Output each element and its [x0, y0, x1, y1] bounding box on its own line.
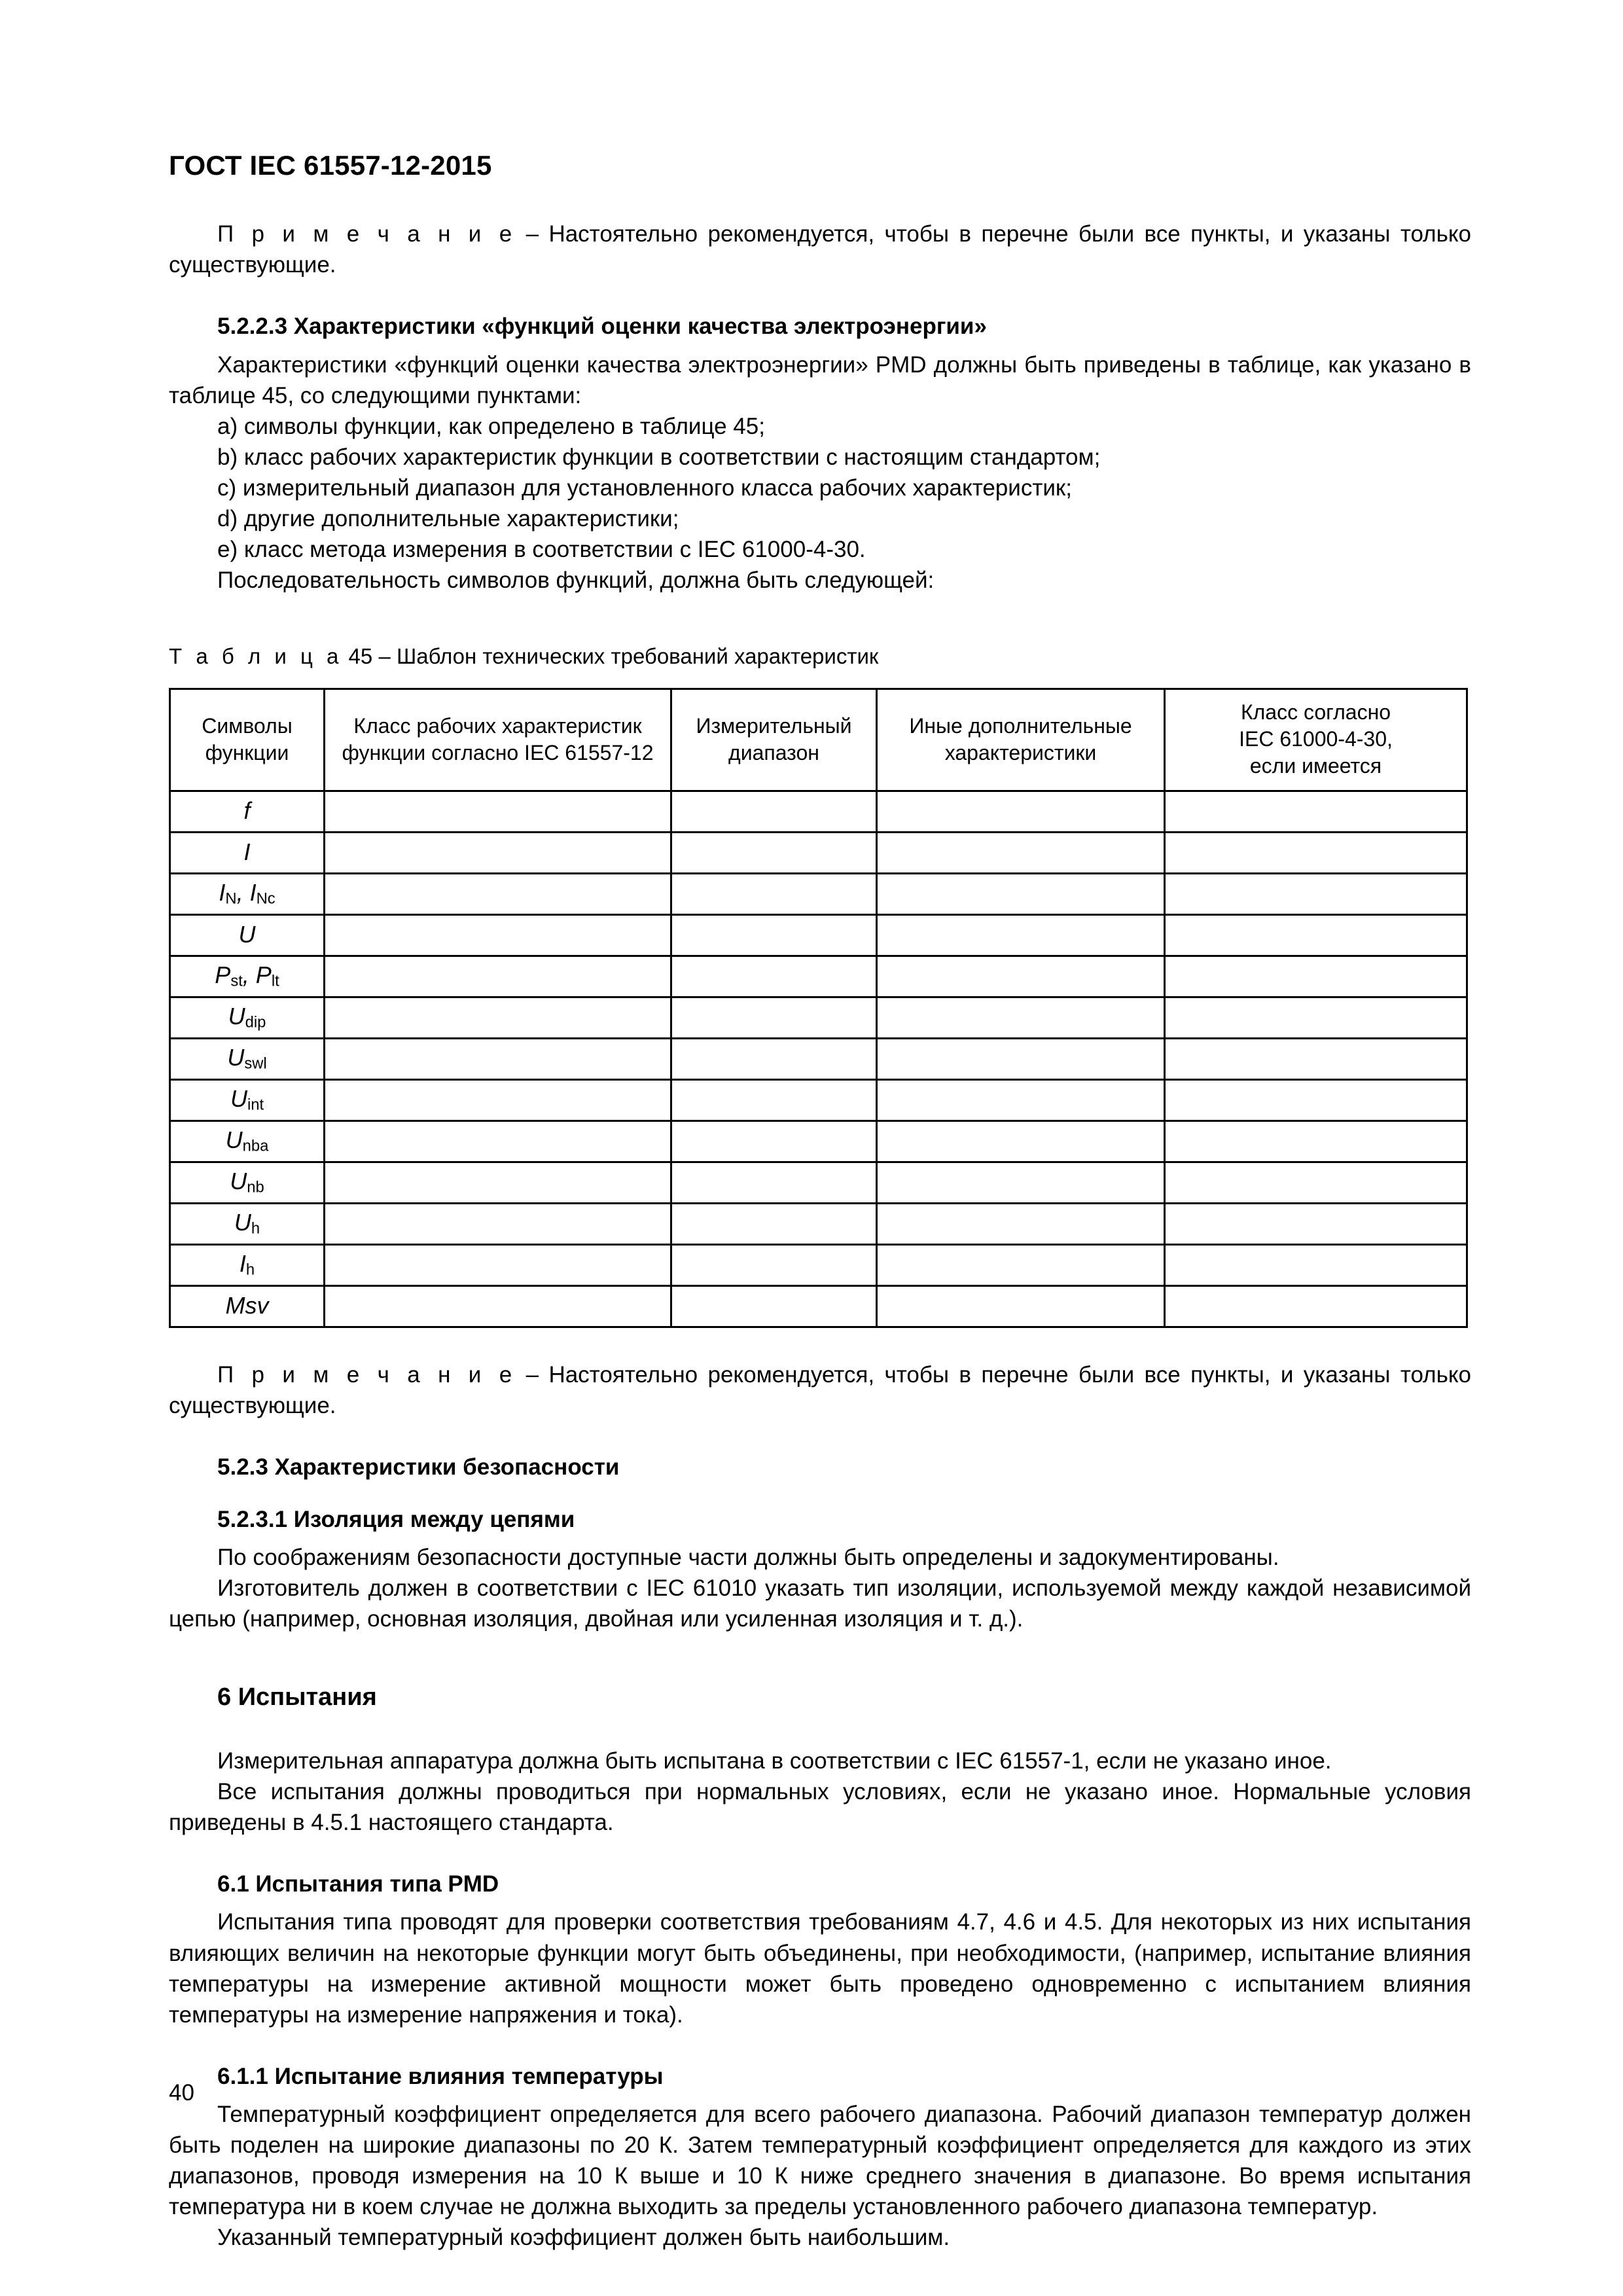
function-symbol-cell: $U_{int}$	[170, 1080, 325, 1121]
table-row	[170, 1162, 1467, 1204]
function-symbol-cell: $U_{swl}$	[170, 1039, 325, 1080]
function-symbol-cell: $U_{nb}$	[170, 1162, 325, 1204]
note-top-dash: –	[526, 221, 539, 247]
column-header-iec-class-line1: Класс согласно	[1240, 700, 1391, 725]
table-empty-cell[interactable]	[671, 1162, 877, 1204]
table-row	[170, 915, 1467, 956]
table-empty-cell[interactable]	[671, 956, 877, 997]
table-row	[170, 1121, 1467, 1162]
note-top-text: Настоятельно рекомендуется, чтобы в перечне были все пункты, и указаны только существующие.	[169, 221, 1471, 278]
list-item-d: d) другие дополнительные характеристики;	[217, 506, 679, 532]
table-empty-cell[interactable]	[671, 1245, 877, 1286]
table-row	[170, 1039, 1467, 1080]
table-empty-cell[interactable]	[325, 1080, 671, 1121]
table-empty-cell[interactable]	[325, 1162, 671, 1204]
column-header-measuring-range-line1: Измерительный	[696, 713, 852, 738]
table-empty-cell[interactable]	[877, 915, 1165, 956]
table-empty-cell[interactable]	[325, 1245, 671, 1286]
table-empty-cell[interactable]	[877, 1286, 1165, 1327]
page-number: 40	[169, 2080, 194, 2106]
paragraph-5-2-2-3-intro: Характеристики «функций оценки качества электроэнергии» PMD должны быть приведены в таблице, как указано в таблице 45, со следующими пунктами:	[169, 351, 1471, 408]
column-header-performance-class-line2: функции согласно IEC 61557-12	[342, 740, 654, 764]
table-empty-cell[interactable]	[877, 1162, 1165, 1204]
page-content	[169, 151, 1471, 2253]
table-empty-cell[interactable]	[877, 791, 1165, 833]
table-empty-cell[interactable]	[325, 1204, 671, 1245]
column-header-other-characteristics-line1: Иные дополнительные	[909, 713, 1132, 738]
paragraph-6-1-1-2: Указанный температурный коэффициент должен быть наибольшим.	[217, 2225, 950, 2251]
table-caption-number: 45	[348, 644, 373, 669]
list-item-c: c) измерительный диапазон для установленного класса рабочих характеристик;	[217, 475, 1072, 501]
table-row	[170, 1204, 1467, 1245]
function-symbol-cell: U	[170, 915, 325, 956]
table-empty-cell[interactable]	[671, 1204, 877, 1245]
function-symbol-cell: $U_{dip}$	[170, 997, 325, 1039]
table-45-body	[170, 791, 1467, 1327]
table-empty-cell[interactable]	[671, 874, 877, 915]
table-empty-cell[interactable]	[671, 1080, 877, 1121]
column-header-measuring-range	[671, 689, 877, 791]
table-empty-cell[interactable]	[325, 791, 671, 833]
column-header-iec-class	[1165, 689, 1467, 791]
table-empty-cell[interactable]	[671, 1121, 877, 1162]
table-row	[170, 956, 1467, 997]
column-header-symbols	[170, 689, 325, 791]
heading-6-1-1: 6.1.1 Испытание влияния температуры	[217, 2063, 664, 2089]
paragraph-6-1: Измерительная аппаратура должна быть испытана в соответствии с IEC 61557-1, если не указано иное.	[217, 1748, 1332, 1774]
table-empty-cell[interactable]	[325, 874, 671, 915]
table-empty-cell[interactable]	[325, 1039, 671, 1080]
heading-5-2-3-1: 5.2.3.1 Изоляция между цепями	[217, 1506, 575, 1532]
list-item-e: e) класс метода измерения в соответствии с IEC 61000-4-30.	[217, 537, 866, 563]
heading-5-2-3: 5.2.3 Характеристики безопасности	[217, 1454, 620, 1480]
table-caption-dash: –	[378, 644, 391, 669]
function-symbol-cell: $I_N$, $I_{Nc}$	[170, 874, 325, 915]
heading-5-2-2-3: 5.2.2.3 Характеристики «функций оценки качества электроэнергии»	[217, 314, 987, 340]
table-empty-cell[interactable]	[1165, 1286, 1467, 1327]
function-symbol-cell: f	[170, 791, 325, 833]
function-symbol-cell: $U_h$	[170, 1204, 325, 1245]
column-header-performance-class	[325, 689, 671, 791]
table-empty-cell[interactable]	[1165, 915, 1467, 956]
function-symbol-cell: $I_h$	[170, 1245, 325, 1286]
table-empty-cell[interactable]	[1165, 1039, 1467, 1080]
list-item-a: a) символы функции, как определено в таблице 45;	[217, 413, 765, 439]
column-header-other-characteristics-line2: характеристики	[944, 740, 1097, 764]
document-header: ГОСТ IEC 61557-12-2015	[169, 150, 492, 181]
table-empty-cell[interactable]	[325, 1121, 671, 1162]
table-empty-cell[interactable]	[671, 1286, 877, 1327]
table-row	[170, 1286, 1467, 1327]
note-top	[169, 219, 1471, 280]
table-caption-title: Шаблон технических требований характеристик	[396, 644, 879, 669]
table-empty-cell[interactable]	[325, 956, 671, 997]
paragraph-6-1-1-1: Температурный коэффициент определяется для всего рабочего диапазона. Рабочий диапазон температур должен быть поделен на широкие диапазоны по 20 К. Затем температурный коэффициент определяется для каждого из этих диапазонов, проводя измерения на 10 К выше и 10 К ниже среднего значения в диапазоне. Во время испытания температура ни в коем случае не должна выходить за пределы установленного рабочего диапазона температур.	[169, 2102, 1471, 2220]
table-empty-cell[interactable]	[1165, 1162, 1467, 1204]
list-item-b: b) класс рабочих характеристик функции в соответствии с настоящим стандартом;	[217, 444, 1101, 470]
column-header-iec-class-line2: IEC 61000-4-30,	[1239, 727, 1393, 751]
table-45	[169, 688, 1468, 1328]
heading-6-1: 6.1 Испытания типа PMD	[217, 1871, 499, 1897]
table-row	[170, 1080, 1467, 1121]
note-top-label: П р и м е ч а н и е	[217, 221, 516, 247]
function-symbol-cell: $U_{nba}$	[170, 1121, 325, 1162]
table-empty-cell[interactable]	[325, 1286, 671, 1327]
table-45-caption	[169, 643, 1471, 671]
table-empty-cell[interactable]	[877, 997, 1165, 1039]
table-header-row	[170, 689, 1467, 791]
note-bottom-label: П р и м е ч а н и е	[217, 1362, 516, 1388]
table-empty-cell[interactable]	[1165, 1080, 1467, 1121]
table-empty-cell[interactable]	[877, 1245, 1165, 1286]
note-bottom	[169, 1359, 1471, 1421]
table-empty-cell[interactable]	[1165, 997, 1467, 1039]
column-header-symbols-line1: Символы	[202, 713, 293, 738]
table-empty-cell[interactable]	[877, 1121, 1165, 1162]
table-row	[170, 1245, 1467, 1286]
note-bottom-dash: –	[526, 1362, 539, 1388]
table-empty-cell[interactable]	[671, 791, 877, 833]
table-empty-cell[interactable]	[671, 915, 877, 956]
table-empty-cell[interactable]	[877, 1039, 1165, 1080]
table-row	[170, 874, 1467, 915]
table-empty-cell[interactable]	[1165, 874, 1467, 915]
column-header-other-characteristics	[877, 689, 1165, 791]
table-empty-cell[interactable]	[1165, 833, 1467, 874]
table-empty-cell[interactable]	[1165, 791, 1467, 833]
table-empty-cell[interactable]	[325, 833, 671, 874]
table-empty-cell[interactable]	[1165, 1121, 1467, 1162]
table-empty-cell[interactable]	[325, 915, 671, 956]
paragraph-6-1-body: Испытания типа проводят для проверки соответствия требованиям 4.7, 4.6 и 4.5. Для некоторых из них испытания влияющих величин на некоторые функции могут быть объединены, при необходимости, (например, испытание влияния температуры на измерение активной мощности может быть проведено одновременно с испытанием влияния температуры на измерение напряжения и тока).	[169, 1909, 1471, 2028]
table-empty-cell[interactable]	[877, 1204, 1165, 1245]
table-empty-cell[interactable]	[671, 997, 877, 1039]
table-empty-cell[interactable]	[325, 997, 671, 1039]
column-header-symbols-line2: функции	[205, 740, 289, 764]
note-bottom-text: Настоятельно рекомендуется, чтобы в перечне были все пункты, и указаны только существующие.	[169, 1362, 1471, 1419]
table-empty-cell[interactable]	[671, 833, 877, 874]
paragraph-5-2-2-3-closing: Последовательность символов функций, должна быть следующей:	[217, 567, 935, 594]
function-symbol-cell: $P_{st}$, $P_{lt}$	[170, 956, 325, 997]
table-row	[170, 791, 1467, 833]
function-symbol-cell: I	[170, 833, 325, 874]
table-caption-label: Т а б л и ц а	[169, 644, 343, 669]
column-header-iec-class-line3: если имеется	[1249, 754, 1382, 778]
column-header-performance-class-line1: Класс рабочих характеристик	[353, 713, 642, 738]
table-row	[170, 997, 1467, 1039]
table-row	[170, 833, 1467, 874]
table-empty-cell[interactable]	[877, 833, 1165, 874]
heading-6: 6 Испытания	[217, 1683, 377, 1712]
paragraph-5-2-3-1-2: Изготовитель должен в соответствии с IEC 61010 указать тип изоляции, используемой между каждой независимой цепью (например, основная изоляция, двойная или усиленная изоляция и т. д.).	[169, 1575, 1471, 1632]
table-empty-cell[interactable]	[671, 1039, 877, 1080]
table-empty-cell[interactable]	[1165, 1245, 1467, 1286]
paragraph-6-2: Все испытания должны проводиться при нормальных условиях, если не указано иное. Нормальные условия приведены в 4.5.1 настоящего стандарта.	[169, 1778, 1471, 1835]
table-empty-cell[interactable]	[877, 956, 1165, 997]
table-empty-cell[interactable]	[1165, 956, 1467, 997]
paragraph-5-2-3-1-1: По соображениям безопасности доступные части должны быть определены и задокументированы.	[217, 1545, 1279, 1571]
table-empty-cell[interactable]	[1165, 1204, 1467, 1245]
function-symbol-cell: Msv	[170, 1286, 325, 1327]
table-empty-cell[interactable]	[877, 1080, 1165, 1121]
column-header-measuring-range-line2: диапазон	[728, 740, 819, 764]
table-empty-cell[interactable]	[877, 874, 1165, 915]
